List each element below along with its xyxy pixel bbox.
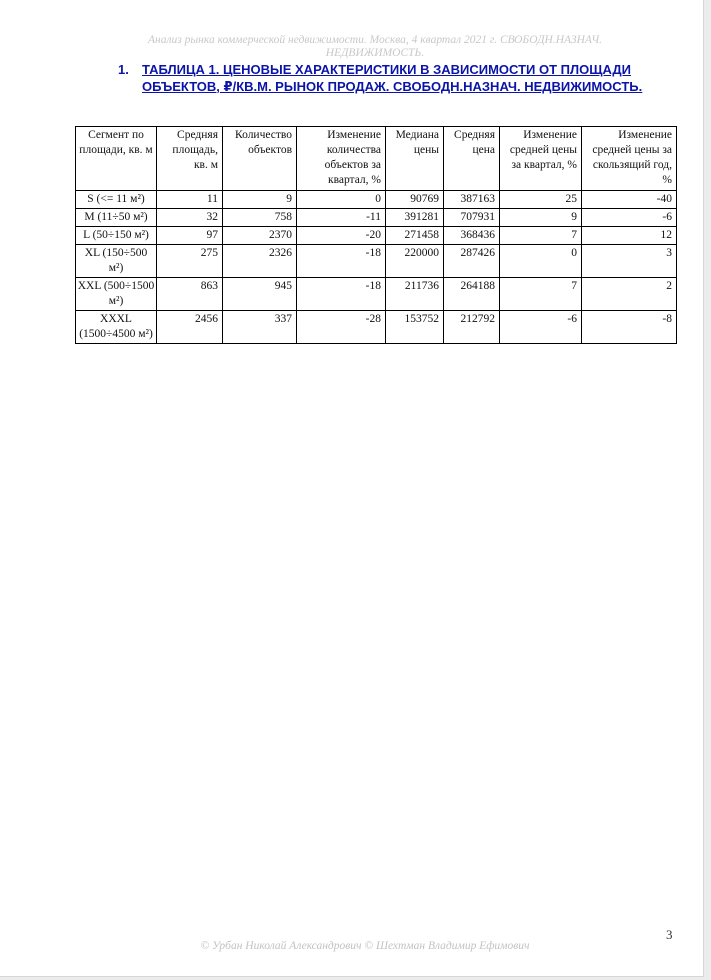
table-cell: -6 bbox=[500, 311, 582, 344]
table-cell: 945 bbox=[223, 278, 297, 311]
table-cell: 212792 bbox=[444, 311, 500, 344]
table-cell: 0 bbox=[500, 245, 582, 278]
column-header: Изменение средней цены за квартал, % bbox=[500, 127, 582, 191]
segment-cell: XXL (500÷1500 м²) bbox=[76, 278, 157, 311]
table-row bbox=[76, 311, 677, 344]
table-cell: 97 bbox=[157, 227, 223, 245]
table-cell: 90769 bbox=[386, 191, 444, 209]
table-cell: 7 bbox=[500, 227, 582, 245]
table-cell: -18 bbox=[297, 245, 386, 278]
table-cell: 707931 bbox=[444, 209, 500, 227]
table-cell: 9 bbox=[223, 191, 297, 209]
table-cell: 220000 bbox=[386, 245, 444, 278]
table-cell: 25 bbox=[500, 191, 582, 209]
table-cell: 32 bbox=[157, 209, 223, 227]
table-cell: 0 bbox=[297, 191, 386, 209]
table-header-row bbox=[76, 127, 677, 191]
table-cell: 387163 bbox=[444, 191, 500, 209]
table-row bbox=[76, 209, 677, 227]
table-cell: 275 bbox=[157, 245, 223, 278]
column-header: Изменение средней цены за скользящий год, % bbox=[582, 127, 677, 191]
price-characteristics-table bbox=[75, 126, 677, 344]
table-cell: -20 bbox=[297, 227, 386, 245]
table-cell: 211736 bbox=[386, 278, 444, 311]
table-cell: 863 bbox=[157, 278, 223, 311]
table-cell: 2370 bbox=[223, 227, 297, 245]
heading-number: 1. bbox=[118, 62, 129, 77]
table-row bbox=[76, 278, 677, 311]
segment-cell: S (<= 11 м²) bbox=[76, 191, 157, 209]
table-cell: -11 bbox=[297, 209, 386, 227]
table-cell: 2 bbox=[582, 278, 677, 311]
column-header: Количество объектов bbox=[223, 127, 297, 191]
table-row bbox=[76, 227, 677, 245]
table-cell: 153752 bbox=[386, 311, 444, 344]
segment-cell: XXXL (1500÷4500 м²) bbox=[76, 311, 157, 344]
table-cell: 368436 bbox=[444, 227, 500, 245]
table-cell: 271458 bbox=[386, 227, 444, 245]
table-cell: 7 bbox=[500, 278, 582, 311]
page-number: 3 bbox=[666, 927, 673, 942]
table-heading bbox=[118, 62, 658, 95]
table-cell: -18 bbox=[297, 278, 386, 311]
table-cell: 758 bbox=[223, 209, 297, 227]
table-row bbox=[76, 191, 677, 209]
table-cell: 2326 bbox=[223, 245, 297, 278]
copyright-footer: © Урбан Николай Александрович © Шехтман Владимир Ефимович bbox=[200, 940, 530, 952]
table-row bbox=[76, 245, 677, 278]
running-header: Анализ рынка коммерческой недвижимости. Москва, 4 квартал 2021 г. СВОБОДН.НАЗНАЧ. НЕДВИЖИМОСТЬ. bbox=[148, 34, 602, 59]
table-cell: 2456 bbox=[157, 311, 223, 344]
column-header: Средняя цена bbox=[444, 127, 500, 191]
column-header: Изменение количества объектов за квартал, % bbox=[297, 127, 386, 191]
table-cell: -40 bbox=[582, 191, 677, 209]
segment-cell: L (50÷150 м²) bbox=[76, 227, 157, 245]
table-cell: 264188 bbox=[444, 278, 500, 311]
column-header: Средняя площадь, кв. м bbox=[157, 127, 223, 191]
table-cell: 3 bbox=[582, 245, 677, 278]
table-cell: -28 bbox=[297, 311, 386, 344]
table-cell: 391281 bbox=[386, 209, 444, 227]
table-cell: 287426 bbox=[444, 245, 500, 278]
table-cell: -6 bbox=[582, 209, 677, 227]
segment-cell: M (11÷50 м²) bbox=[76, 209, 157, 227]
table-cell: 11 bbox=[157, 191, 223, 209]
heading-title: ТАБЛИЦА 1. ЦЕНОВЫЕ ХАРАКТЕРИСТИКИ В ЗАВИСИМОСТИ ОТ ПЛОЩАДИ ОБЪЕКТОВ, ₽/КВ.М. РЫНОК ПРОДАЖ. СВОБОДН.НАЗНАЧ. НЕДВИЖИМОСТЬ. bbox=[142, 62, 643, 94]
table-cell: 9 bbox=[500, 209, 582, 227]
table-cell: 337 bbox=[223, 311, 297, 344]
table-cell: 12 bbox=[582, 227, 677, 245]
column-header: Сегмент по площади, кв. м bbox=[76, 127, 157, 191]
segment-cell: XL (150÷500 м²) bbox=[76, 245, 157, 278]
table-cell: -8 bbox=[582, 311, 677, 344]
column-header: Медиана цены bbox=[386, 127, 444, 191]
